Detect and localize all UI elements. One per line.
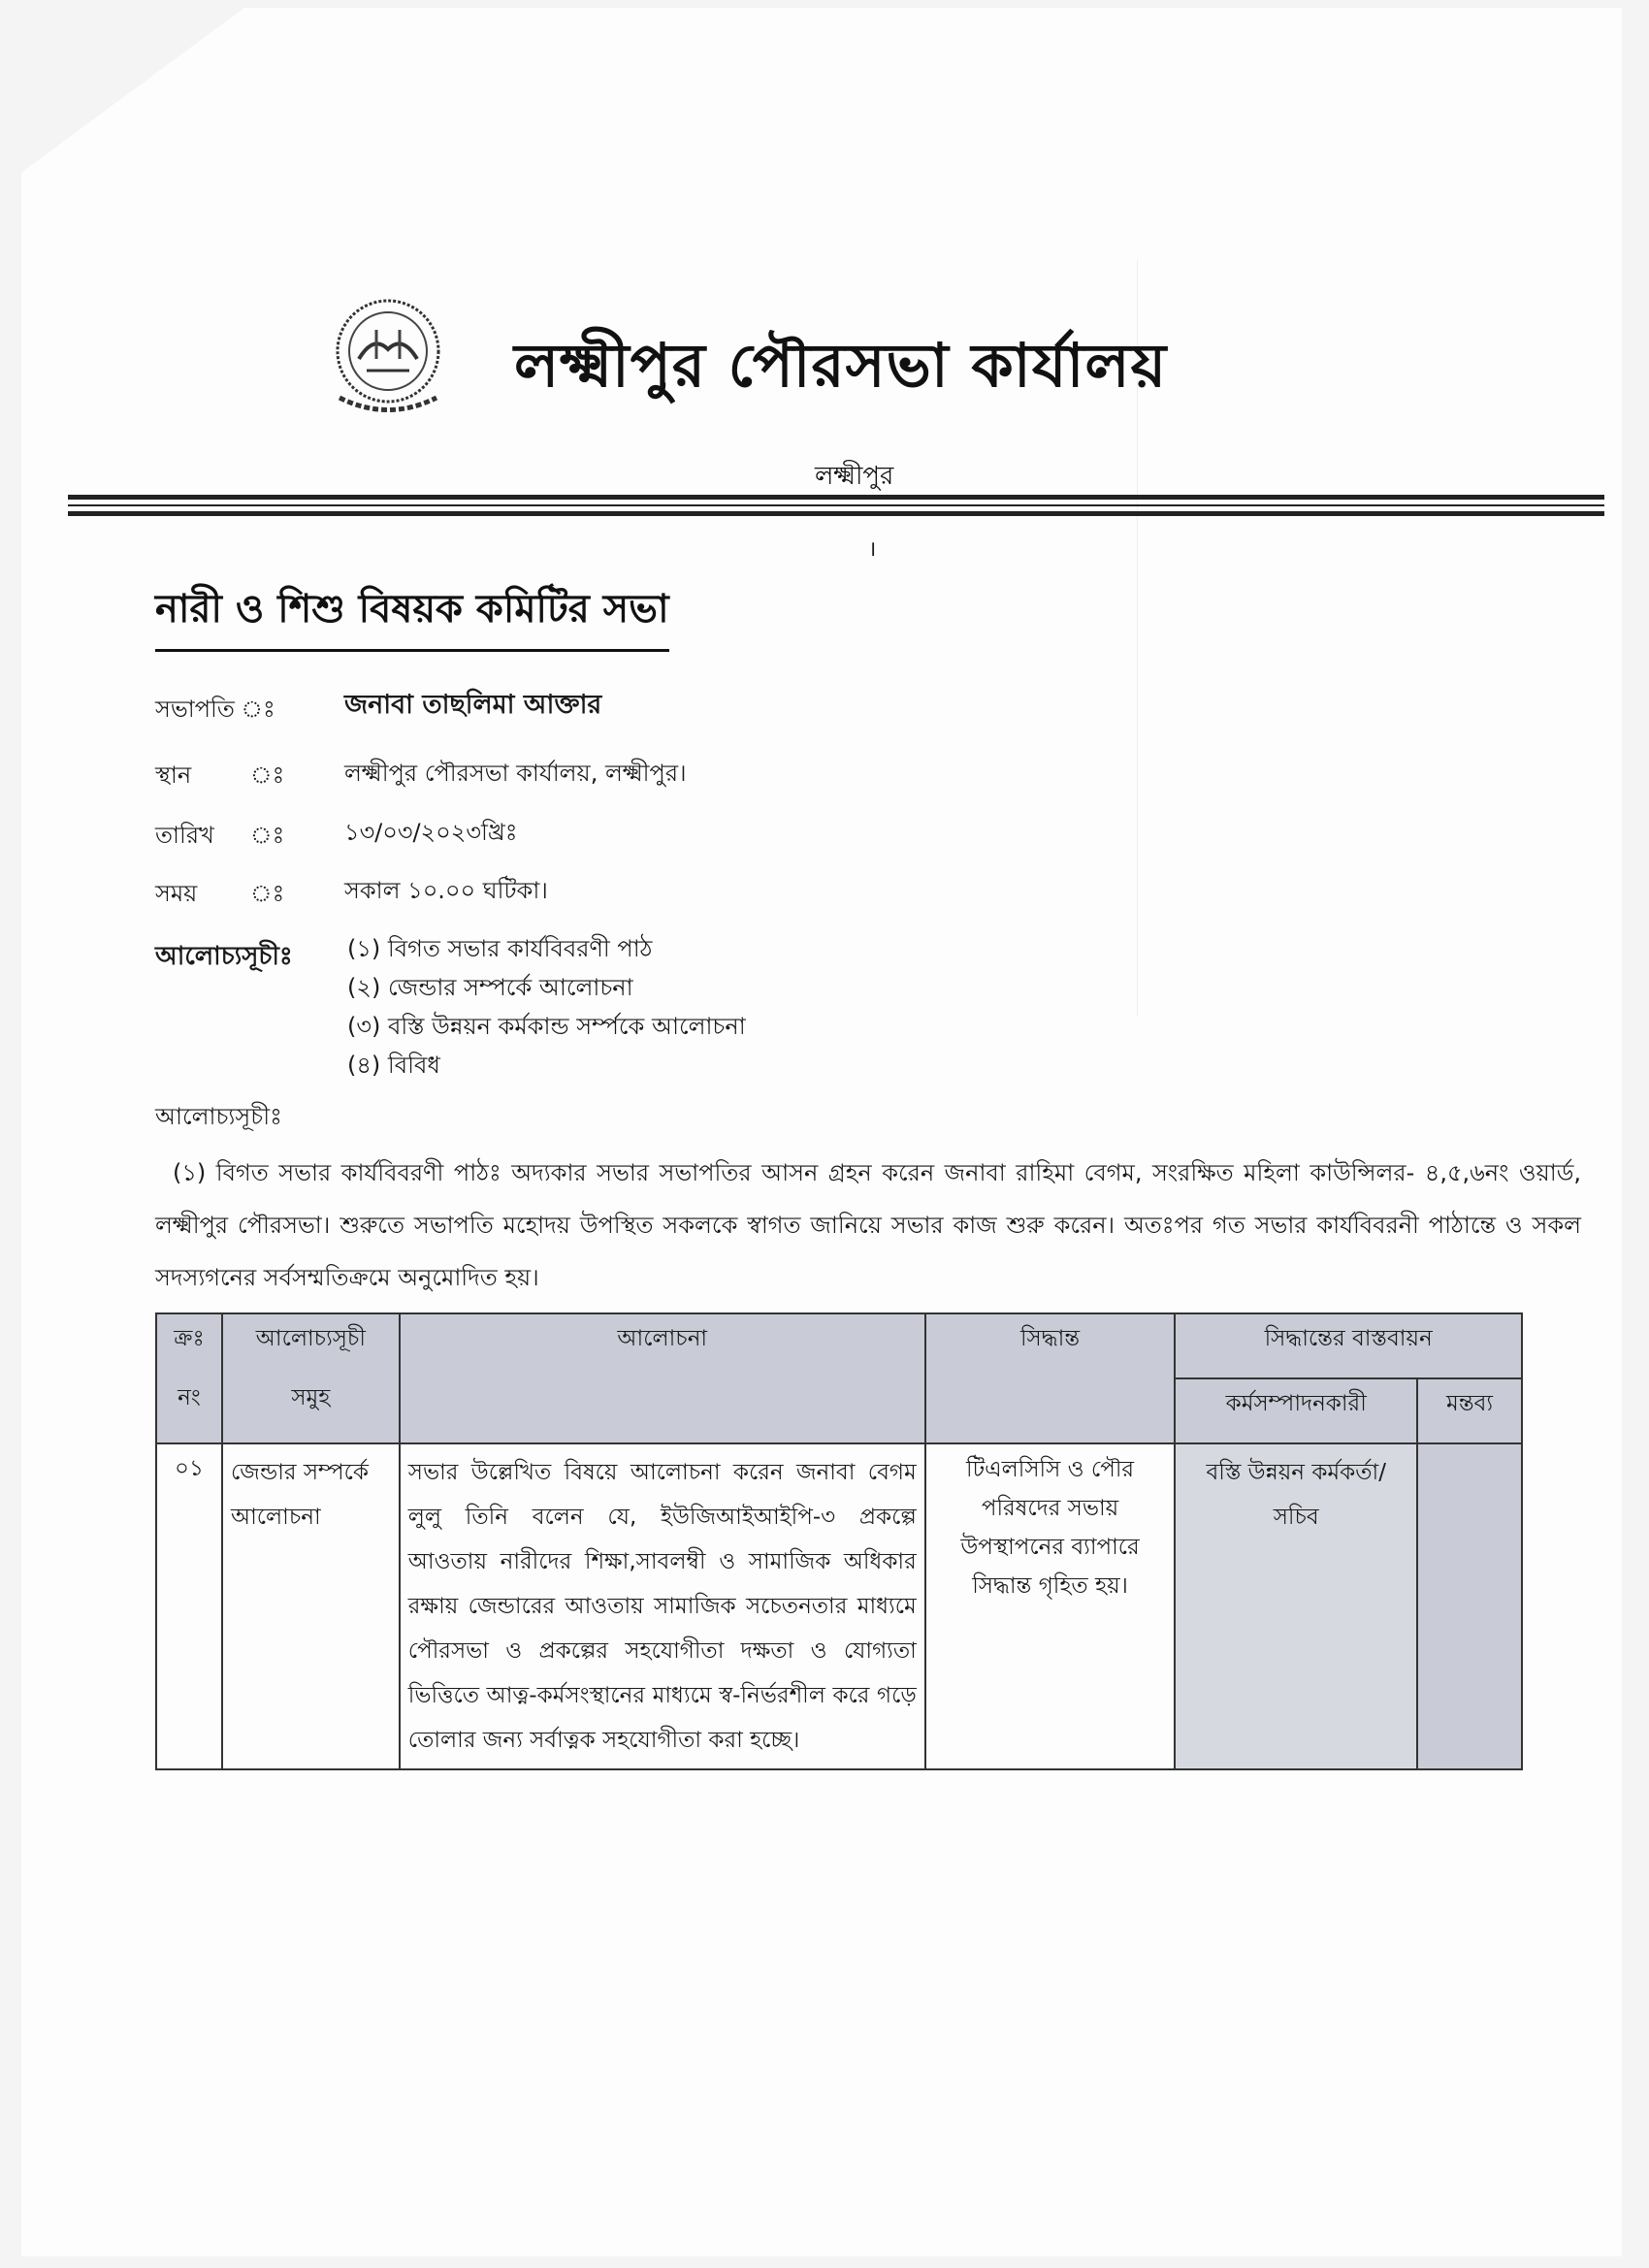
venue-label: স্থান [155, 761, 192, 789]
time-colon: ঃ [250, 880, 285, 907]
cell-remarks [1417, 1443, 1522, 1769]
header-topic [222, 1313, 400, 1443]
header-implementer: কর্মসম্পাদনকারী [1175, 1378, 1417, 1443]
meeting-title: নারী ও শিশু বিষয়ক কমিটির সভা [155, 578, 669, 652]
table-row [156, 1443, 1522, 1769]
bleed-through-shadow [1137, 260, 1623, 1017]
stray-mark: । [868, 537, 877, 562]
header-discussion: আলোচনা [400, 1313, 925, 1443]
date-value: ১৩/০৩/২০২৩খ্রিঃ [344, 819, 518, 846]
cell-decision: টিএলসিসি ও পৌর পরিষদের সভায় উপস্থাপনের ব্যাপারে সিদ্ধান্ত গৃহিত হয়। [925, 1443, 1176, 1769]
header-rule [68, 495, 1604, 500]
agenda-item: (১) বিগত সভার কার্যবিবরণী পাঠ [347, 935, 653, 962]
office-subtitle: লক্ষ্মীপুর [815, 462, 894, 491]
agenda-label: আলোচ্যসূচীঃ [155, 942, 293, 971]
agenda-item: (২) জেন্ডার সম্পর্কে আলোচনা [347, 974, 633, 1001]
header-rule [68, 511, 1604, 516]
municipality-seal-logo [320, 291, 456, 427]
cell-discussion: সভার উল্লেখিত বিষয়ে আলোচনা করেন জনাবা বেগম লুলু তিনি বলেন যে, ইউজিআইআইপি-৩ প্রকল্পে আওতায় নারীদের শিক্ষা,সাবলম্বী ও সামাজিক অধিকার রক্ষায় জেন্ডারের আওতায় সামাজিক সচেতনতার মাধ্যমে পৌরসভা ও প্রকল্পের সহযোগীতা দক্ষতা ও যোগ্যতা ভিত্তিতে আত্ন-কর্মসংস্থানের মাধ্যমে স্ব-নির্ভরশীল করে গড়ে তোলার জন্য সর্বাত্নক সহযোগীতা করা হচ্ছে। [400, 1443, 925, 1769]
header-implementation: সিদ্ধান্তের বাস্তবায়ন [1175, 1313, 1522, 1378]
cell-implementer: বস্তি উন্নয়ন কর্মকর্তা/ সচিব [1175, 1443, 1417, 1769]
header-rule [68, 504, 1604, 506]
header-topic-line2: সমুহ [291, 1385, 331, 1410]
agenda-item: (৩) বস্তি উন্নয়ন কর্মকান্ড সর্ম্পকে আলোচনা [347, 1013, 746, 1040]
agenda-item: (৪) বিবিধ [347, 1052, 440, 1079]
chair-label: সভাপতি ঃ [155, 696, 275, 723]
discussion-heading: আলোচ্যসূচীঃ [155, 1103, 282, 1130]
header-serial-line2: নং [178, 1385, 201, 1410]
header-topic-line1: আলোচ্যসূচী [255, 1326, 366, 1351]
venue-value: লক্ষ্মীপুর পৌরসভা কার্যালয়, লক্ষ্মীপুর। [344, 760, 687, 787]
cell-topic: জেন্ডার সম্পর্কে আলোচনা [222, 1443, 400, 1769]
header-serial-line1: ক্রঃ [174, 1326, 205, 1351]
minutes-table [155, 1312, 1523, 1770]
cell-serial: ০১ [156, 1443, 222, 1769]
header-serial [156, 1313, 222, 1443]
time-label: সময় [155, 880, 198, 907]
chair-value: জনাবা তাছলিমা আক্তার [344, 690, 602, 720]
time-value: সকাল ১০.০০ ঘটিকা। [344, 877, 548, 904]
venue-colon: ঃ [250, 761, 285, 789]
date-label: তারিখ [155, 822, 214, 849]
date-colon: ঃ [250, 822, 285, 849]
office-title: লক্ষ্মীপুর পৌরসভা কার্যালয় [514, 330, 1168, 401]
header-remarks: মন্তব্য [1417, 1378, 1522, 1443]
folded-corner [21, 8, 244, 173]
header-decision: সিদ্ধান্ত [925, 1313, 1176, 1443]
discussion-paragraph: (১) বিগত সভার কার্যবিবরণী পাঠঃ অদ্যকার সভার সভাপতির আসন গ্রহন করেন জনাবা রাহিমা বেগম, সংরক্ষিত মহিলা কাউন্সিলর- ৪,৫,৬নং ওয়ার্ড, লক্ষ্মীপুর পৌরসভা। শুরুতে সভাপতি মহোদয় উপস্থিত সকলকে স্বাগত জানিয়ে সভার কাজ শুরু করেন। অতঃপর গত সভার কার্যবিবরনী পাঠান্তে ও সকল সদস্যগনের সর্বসম্মতিক্রমে অনুমোদিত হয়। [155, 1159, 1581, 1291]
